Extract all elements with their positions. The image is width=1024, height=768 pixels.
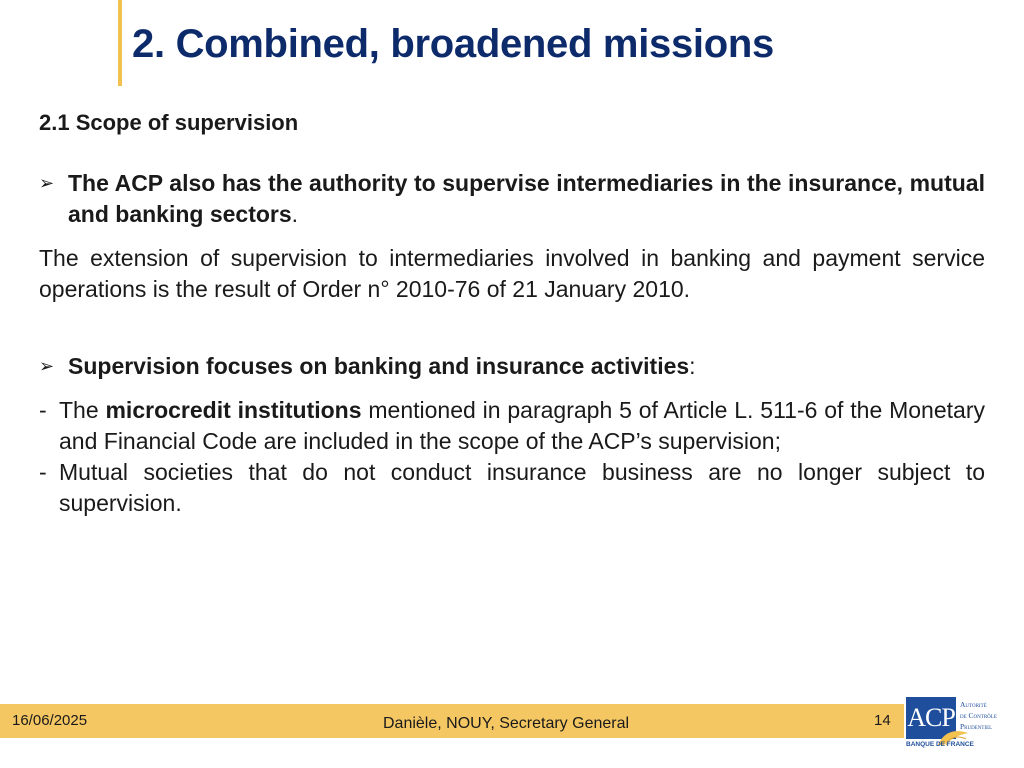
dash-marker: -	[39, 397, 47, 423]
arrow-bullet-icon: ➢	[39, 356, 55, 376]
arrow-bullet-icon: ➢	[39, 173, 55, 193]
list-item-text: Mutual societies that do not conduct insurance business are no longer subject to supervision.	[59, 459, 985, 516]
footer-date: 16/06/2025	[12, 712, 88, 729]
bullet-tail-text: .	[291, 201, 299, 227]
slide-content	[39, 168, 985, 519]
bullet-text	[68, 351, 985, 382]
footer-bar	[0, 704, 904, 738]
list-item-prefix: The	[59, 397, 106, 423]
footer-author: Danièle, NOUY, Secretary General	[383, 715, 630, 732]
bullet-bold-text: Supervision focuses on banking and insurance activities	[68, 353, 690, 379]
bullet-acp-authority	[39, 168, 985, 230]
bullet-tail-text: :	[689, 353, 696, 379]
title-accent-bar	[118, 0, 122, 86]
acp-logo	[906, 697, 1010, 753]
list-item	[39, 395, 985, 457]
slide-title: 2. Combined, broadened missions	[132, 22, 774, 66]
page-number: 14	[874, 712, 891, 729]
logo-mark: ACP	[906, 697, 956, 739]
dash-marker: -	[39, 459, 47, 485]
list-item-rest: mentioned in paragraph 5 of Article L. 511-6 of the Monetary and Financial Code are included in the scope of the ACP’s supervision;	[59, 397, 985, 454]
slide-subtitle: 2.1 Scope of supervision	[39, 110, 299, 135]
list-item-bold: microcredit institutions	[105, 397, 362, 423]
dash-list	[39, 395, 985, 519]
logo-line-3: Prudentiel	[960, 722, 993, 731]
extension-paragraph: The extension of supervision to intermediaries involved in banking and payment service operations is the result of Order n° 2010-76 of 21 January 2010.	[39, 245, 985, 302]
list-item	[39, 457, 985, 519]
bullet-text	[68, 168, 985, 230]
logo-bank-name: BANQUE DE FRANCE	[906, 741, 974, 748]
bullet-supervision-focus	[39, 351, 985, 382]
list-item-text	[59, 395, 985, 457]
bullet-bold-text: The ACP also has the authority to supervise intermediaries in the insurance, mutual and banking sectors	[68, 170, 985, 227]
logo-line-1: Autorité	[960, 700, 987, 709]
logo-line-2: de Contrôle	[960, 711, 997, 720]
